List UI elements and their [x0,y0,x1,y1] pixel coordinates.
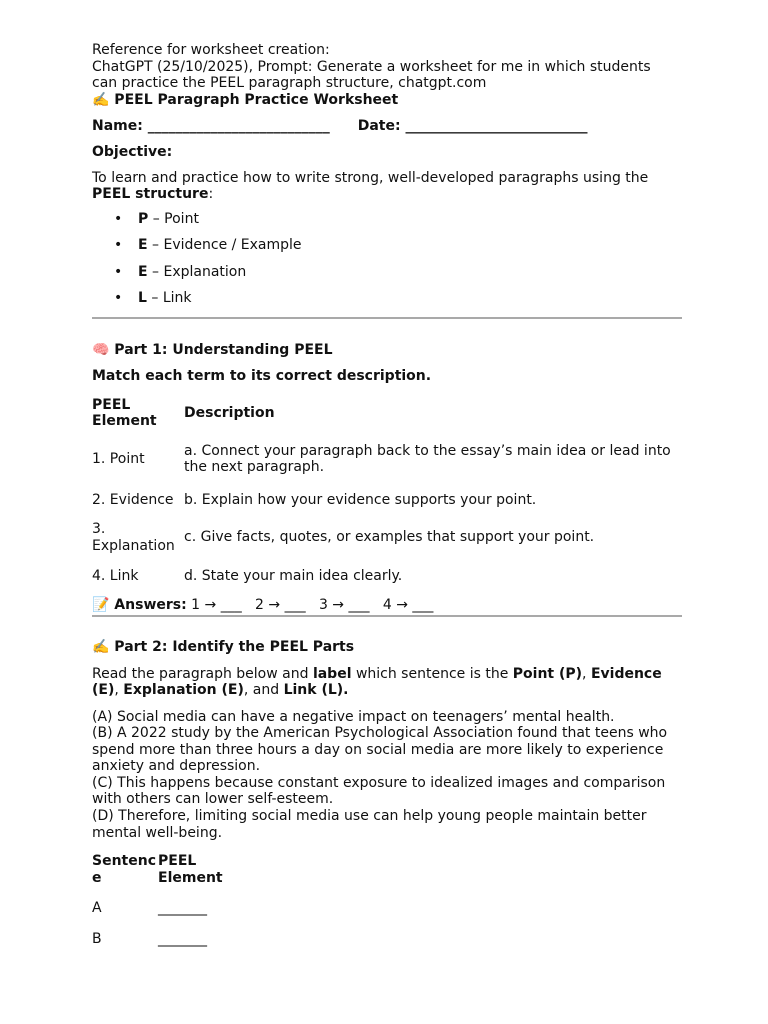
table-header-element: PEEL Element [92,396,157,429]
reference-line-3: can practice the PEEL paragraph structure, chatgpt.com [92,75,487,91]
identify-table [92,849,228,951]
worksheet-title: ✍️ PEEL Paragraph Practice Worksheet [92,91,399,108]
part1-instruction: Match each term to its correct description. [92,368,432,384]
list-item: • E – Evidence / Example [138,237,682,254]
sentence-d: (D) Therefore, limiting social media use can help young people maintain better mental well-being. [92,808,647,841]
table-row: 1. Point a. Connect your paragraph back to the essay’s main idea or lead into the next paragraph. [92,442,671,475]
part1-heading: 🧠 Part 1: Understanding PEEL [92,341,333,358]
name-date-row [92,118,682,134]
sentence-b: (B) A 2022 study by the American Psychological Association found that teens who spend more than three hours a day on social media are more likely to experience anxiety and depression. [92,725,668,775]
table-header-row [92,849,228,890]
list-item: • L – Link [138,290,682,307]
name-field: Name: __________________________ [92,118,330,134]
sentence-c: (C) This happens because constant exposure to idealized images and comparison with others can lower self-esteem. [92,774,666,808]
part2-heading: ✍️ Part 2: Identify the PEEL Parts [92,639,355,655]
table-header-row [92,393,682,434]
reference-line-2: ChatGPT (25/10/2025), Prompt: Generate a worksheet for me in which students [92,58,651,75]
sample-paragraph [92,709,682,842]
divider [92,317,682,319]
list-item: • E – Explanation [138,264,682,281]
part2-instruction: Read the paragraph below and label which sentence is the Point (P), Evidence (E), Explanation (E), and Link (L). [92,665,662,698]
answer-blank: _______ [158,930,207,947]
list-item: • P – Point [138,211,682,228]
table-row: 3. Explanation c. Give facts, quotes, or examples that support your point. [92,521,595,554]
table-row: A _______ [92,890,228,921]
sentence-a: (A) Social media can have a negative impact on teenagers’ mental health. [92,708,615,725]
table-row: 2. Evidence b. Explain how your evidence supports your point. [92,491,537,508]
table-header-sentence: Sentence [92,853,156,886]
answers-line: 📝 Answers: 1 → ___ 2 → ___ 3 → ___ 4 → ___ [92,596,434,613]
document-body [92,42,682,951]
matching-table [92,393,682,589]
table-header-description: Description [184,404,275,421]
divider [92,615,682,617]
answer-blank: _______ [158,900,207,917]
objective-heading: Objective: [92,144,173,160]
table-row: B _______ [92,921,228,952]
reference-line-1: Reference for worksheet creation: [92,42,330,58]
peel-list [92,211,682,307]
date-field: Date: __________________________ [357,118,588,134]
table-row: 4. Link d. State your main idea clearly. [92,568,403,584]
table-header-peel-element: PEEL Element [158,853,223,886]
objective-text: To learn and practice how to write strong, well-developed paragraphs using the PEEL structure: [92,169,649,202]
